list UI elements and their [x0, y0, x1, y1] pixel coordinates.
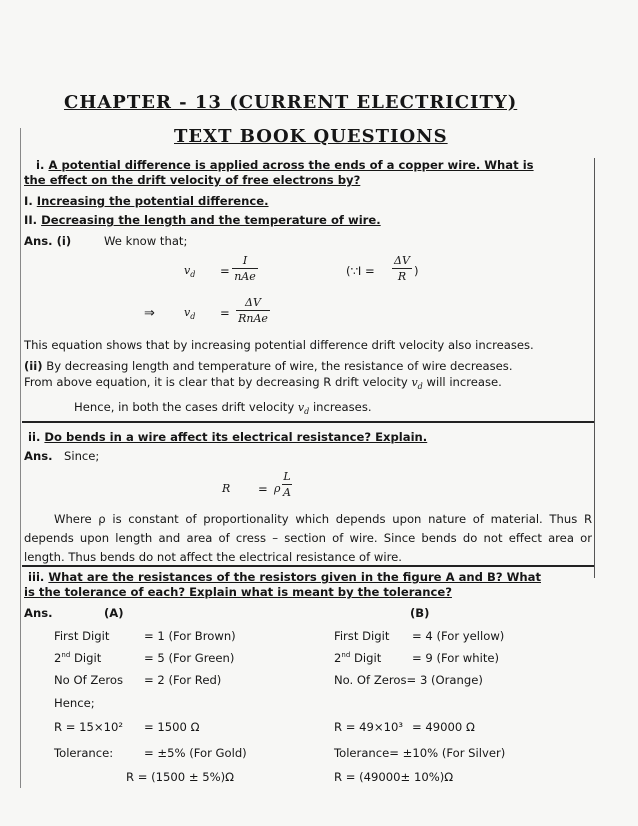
q1-number: i.: [36, 158, 45, 172]
eq2-fraction: [236, 296, 270, 325]
eq3-rho: ρ: [274, 482, 281, 495]
chapter-title: CHAPTER - 13 (CURRENT ELECTRICITY): [64, 92, 518, 113]
col-a-heading: (A): [104, 606, 124, 620]
vd-inline-symbol-1: v: [411, 376, 418, 389]
divider-2: [22, 565, 594, 567]
b-r-expression: R = 49×10³: [334, 720, 404, 734]
a-first-digit-label: First Digit: [54, 629, 110, 643]
vd-subscript-2: d: [190, 312, 196, 322]
ohm-numerator: ΔV: [394, 254, 410, 267]
a-second-digit-value: = 5 (For Green): [144, 651, 235, 665]
because-symbol: (∵I =: [346, 264, 375, 278]
eq1-denominator: nAe: [234, 270, 256, 283]
q1-part2-label: (ii): [24, 359, 43, 373]
b-second-digit-label: 2nd Digit: [334, 651, 382, 665]
q1-option-1-text: Increasing the potential difference.: [36, 194, 269, 208]
section-subtitle: TEXT BOOK QUESTIONS: [174, 126, 448, 147]
a-zeros-label: No Of Zeros: [54, 673, 124, 687]
q1-part2-text: By decreasing length and temperature of wire, the resistance of wire decreases.: [46, 359, 513, 373]
q1-line1: [36, 158, 534, 172]
a-result: R = (1500 ± 5%)Ω: [126, 770, 235, 784]
divider-1: [22, 421, 594, 423]
q1-option-2: [24, 213, 381, 227]
right-margin-line: [594, 158, 595, 578]
vd-symbol-2: v: [184, 306, 191, 319]
eq3-denominator: A: [283, 486, 291, 499]
col-b-heading: (B): [410, 606, 430, 620]
q2-question: [28, 430, 427, 444]
eq3-fraction: [282, 470, 292, 499]
q3-text-1: What are the resistances of the resistors given in the figure A and B? What: [48, 570, 541, 584]
q1-part2: [24, 359, 513, 373]
q1-part2-text-b: From above equation, it is clear that by decreasing R drift velocity: [24, 375, 408, 389]
q2-text: Do bends in a wire affect its electrical resistance? Explain.: [44, 430, 428, 444]
ohm-fraction: [392, 254, 412, 283]
eq3-numerator: L: [283, 470, 291, 483]
eq3-lhs: R: [222, 482, 231, 495]
q2-answer-intro: Since;: [64, 449, 100, 463]
eq1-equals: =: [220, 264, 230, 278]
vd-inline-sub-2: d: [304, 407, 310, 417]
a-r-value: = 1500 Ω: [144, 720, 200, 734]
b-second-digit-value: = 9 (For white): [412, 651, 500, 665]
a-r-expression: R = 15×10²: [54, 720, 124, 734]
vd-subscript: d: [190, 270, 196, 280]
eq1-numerator: I: [242, 254, 248, 267]
vd-symbol: v: [184, 264, 191, 277]
q1-conclusion-end: increases.: [312, 400, 372, 414]
eq2-numerator: ΔV: [245, 296, 261, 309]
q1-text-1: A potential difference is applied across the ends of a copper wire. What is: [48, 158, 534, 172]
q1-option-1-number: I.: [24, 194, 33, 208]
implies-arrow: ⇒: [144, 306, 155, 321]
q3-line2: is the tolerance of each? Explain what is meant by the tolerance?: [24, 585, 452, 599]
a-tolerance-label: Tolerance:: [54, 746, 114, 760]
b-r-value: = 49000 Ω: [412, 720, 475, 734]
b-first-digit-value: = 4 (For yellow): [412, 629, 505, 643]
a-tolerance-value: = ±5% (For Gold): [144, 746, 247, 760]
eq2-denominator: RnAe: [238, 312, 268, 325]
q1-option-2-text: Decreasing the length and the temperature of wire.: [41, 213, 381, 227]
q1-conclusion: [74, 400, 372, 416]
a-first-digit-value: = 1 (For Brown): [144, 629, 236, 643]
ohm-denominator: R: [397, 270, 407, 283]
vd-inline-2: [297, 401, 310, 417]
because-close: ): [414, 264, 419, 278]
q2-explanation: Where ρ is constant of proportionality which depends upon nature of material. Thus R depends upon length and area of cress – section of wire. Since bends do not effect area or length. Thus bends do not affect the electrical resistance of wire.: [24, 512, 592, 564]
q1-option-2-number: II.: [24, 213, 38, 227]
eq1-fraction: [232, 254, 258, 283]
q1-part2-line2: [24, 375, 502, 391]
q1-answer-intro: We know that;: [104, 234, 188, 248]
q3-number: iii.: [28, 570, 45, 584]
eq2-equals: =: [220, 306, 230, 320]
vd-inline-1: [411, 376, 423, 392]
q2-number: ii.: [28, 430, 41, 444]
a-second-digit-label: 2nd Digit: [54, 651, 102, 665]
b-tolerance: Tolerance= ±10% (For Silver): [334, 746, 506, 760]
eq2-lhs: [184, 306, 195, 321]
a-zeros-value: = 2 (For Red): [144, 673, 222, 687]
vd-inline-symbol-2: v: [297, 401, 305, 414]
q1-answer-label: Ans. (i): [24, 234, 72, 248]
eq1-lhs: [184, 264, 195, 279]
a-hence: Hence;: [54, 696, 95, 710]
q1-part2-text-end: will increase.: [426, 375, 502, 389]
q3-line1: [28, 570, 541, 584]
b-first-digit-label: First Digit: [334, 629, 390, 643]
q3-answer-label: Ans.: [24, 606, 53, 620]
eq3-equals: =: [258, 482, 268, 496]
q2-answer-label: Ans.: [24, 449, 53, 463]
q1-option-1: [24, 194, 269, 208]
q1-explanation-1: This equation shows that by increasing potential difference drift velocity also increases.: [24, 338, 534, 352]
vd-inline-sub-1: d: [417, 382, 423, 392]
b-result: R = (49000± 10%)Ω: [334, 770, 454, 784]
q1-line2: the effect on the drift velocity of free electrons by?: [24, 173, 361, 187]
b-zeros: No. Of Zeros= 3 (Orange): [334, 673, 483, 687]
q1-conclusion-text: Hence, in both the cases drift velocity: [74, 400, 295, 414]
left-margin-line: [20, 128, 21, 788]
